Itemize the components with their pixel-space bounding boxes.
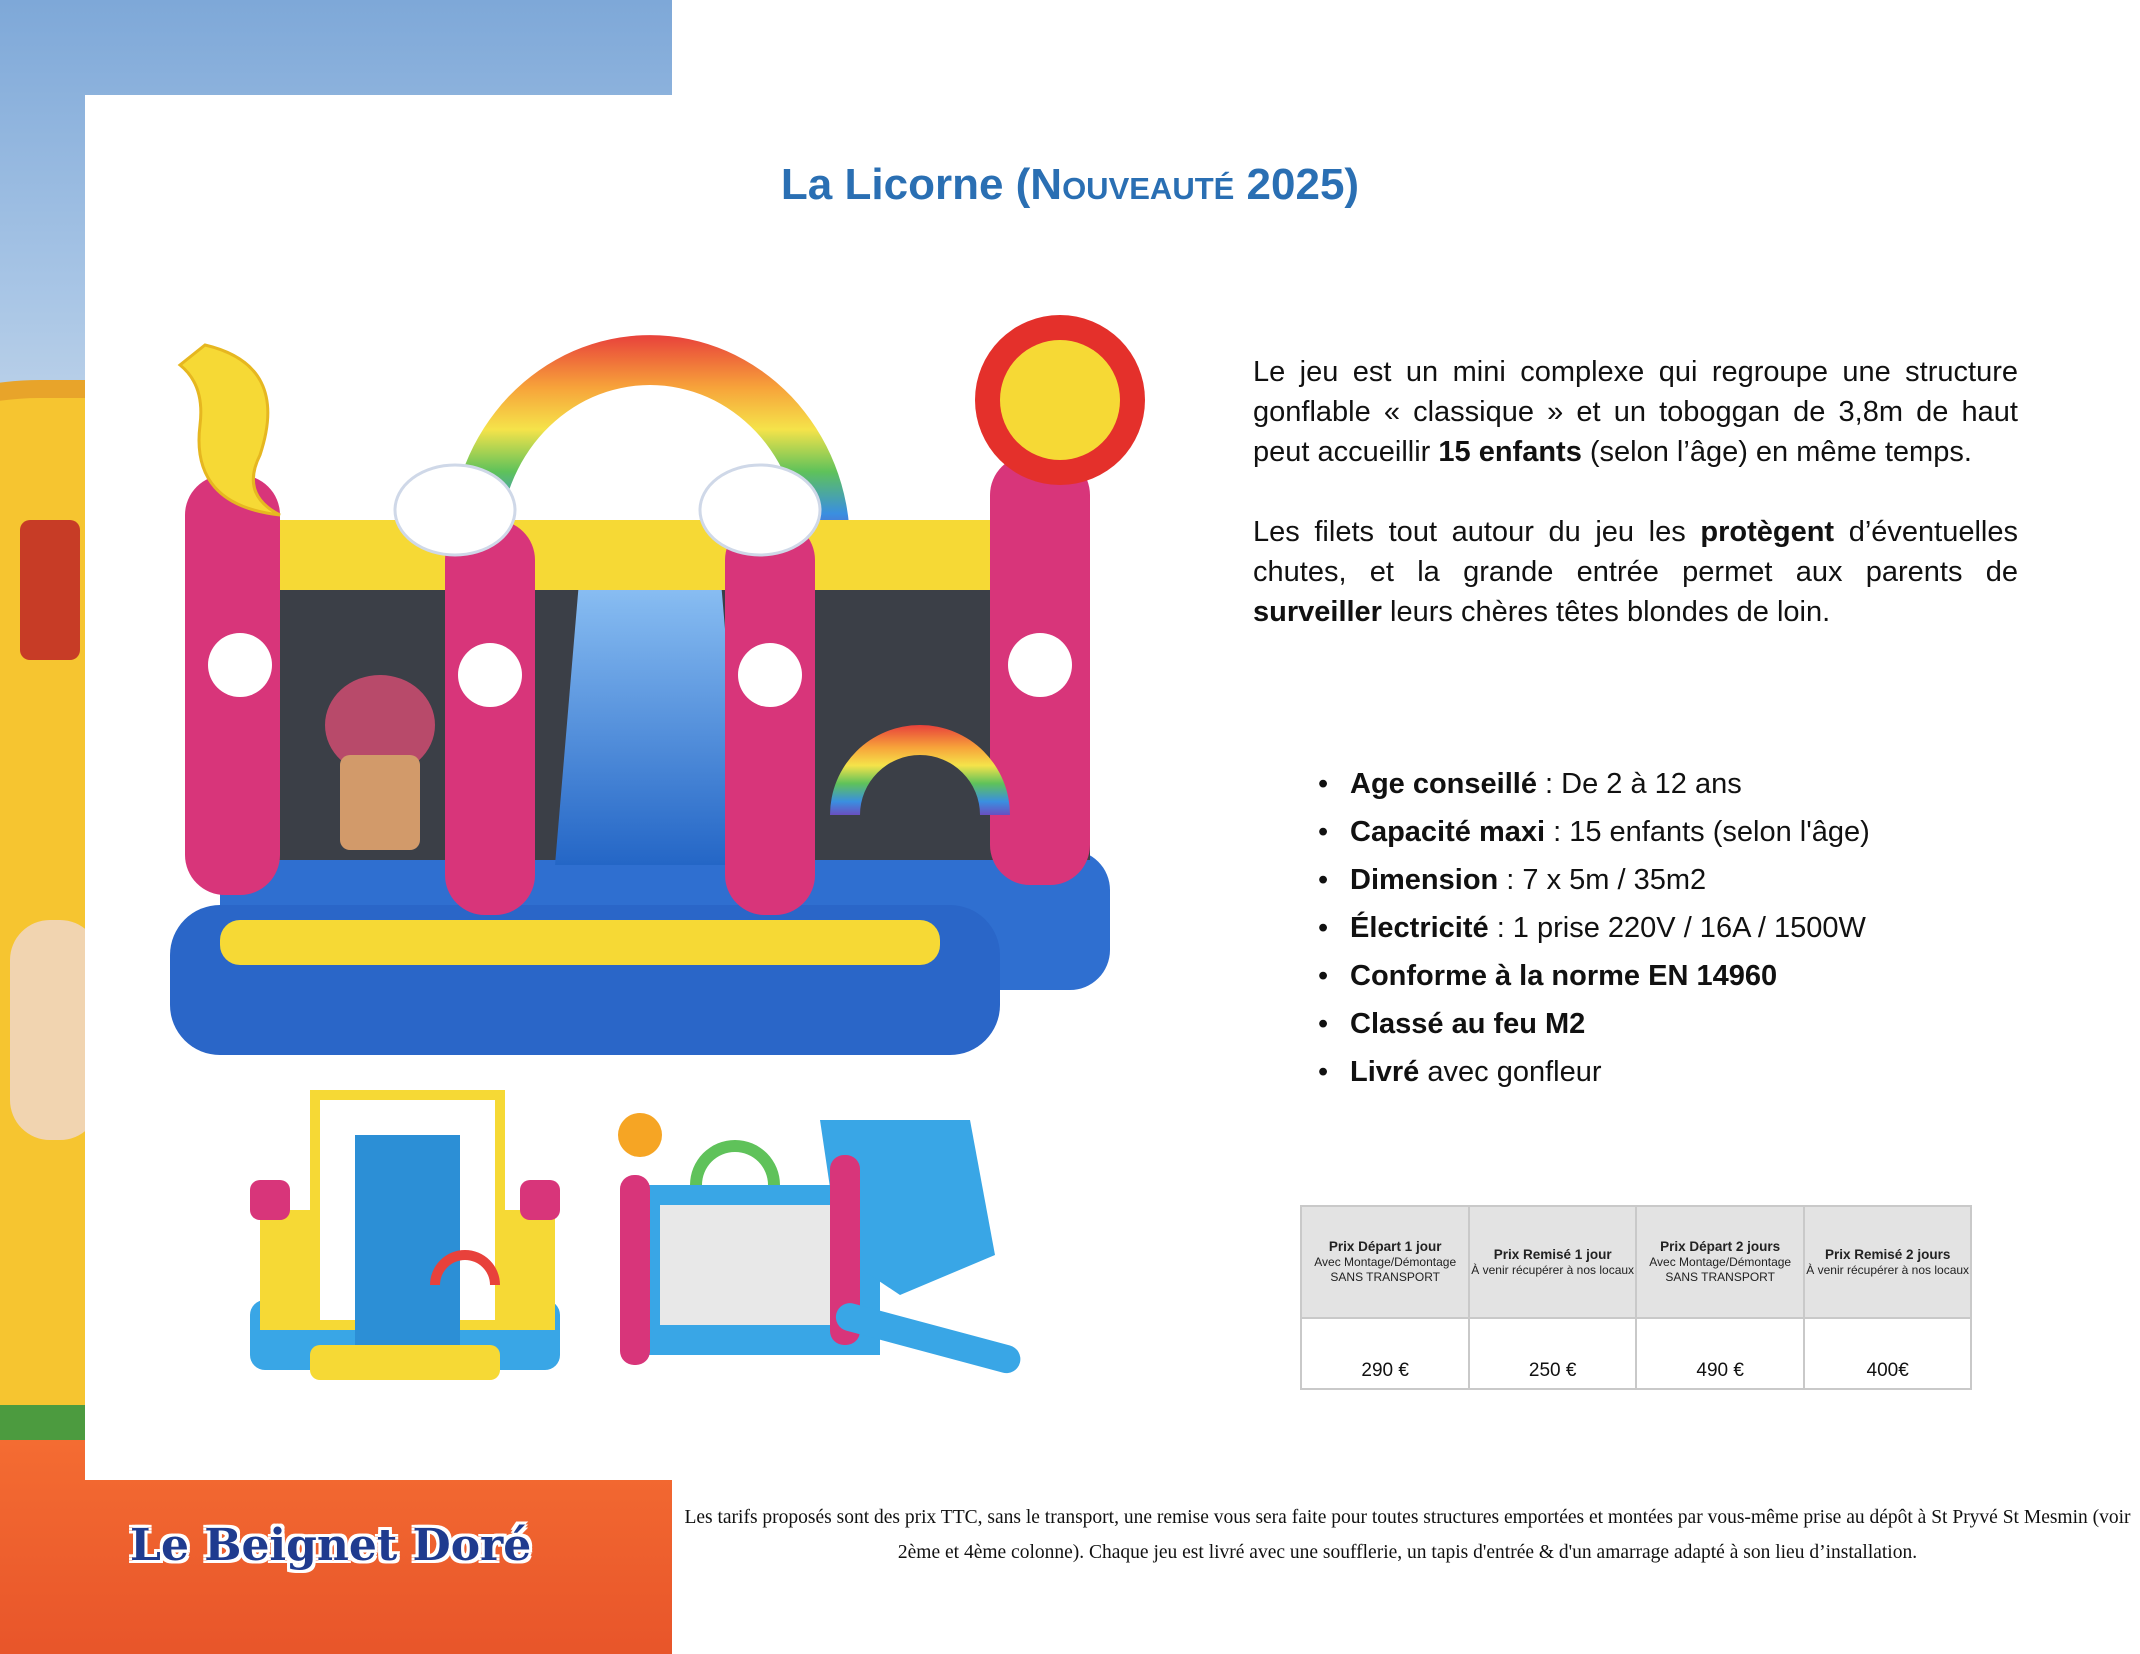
- price-header-cell: Prix Départ 1 jour Avec Montage/Démontage SANS TRANSPORT: [1301, 1206, 1469, 1318]
- unicorn-inflatable-image: [160, 305, 1150, 1065]
- price-cell: 250 €: [1469, 1318, 1636, 1389]
- spec-item: • Dimension : 7 x 5m / 35m2: [1318, 856, 2058, 904]
- spec-item: • Capacité maxi : 15 enfants (selon l'âge): [1318, 808, 2058, 856]
- price-header-cell: Prix Remisé 2 jours À venir récupérer à nos locaux: [1804, 1206, 1971, 1318]
- spec-item: • Age conseillé : De 2 à 12 ans: [1318, 760, 2058, 808]
- price-table: [1300, 1205, 1972, 1390]
- price-cell: 490 €: [1636, 1318, 1804, 1389]
- side-view-image: [600, 1095, 1040, 1385]
- front-view-image: [240, 1070, 570, 1390]
- price-header-cell: Prix Remisé 1 jour À venir récupérer à nos locaux: [1469, 1206, 1636, 1318]
- price-cell: 290 €: [1301, 1318, 1469, 1389]
- footer-note: Les tarifs proposés sont des prix TTC, sans le transport, une remise vous sera faite pour toutes structures emportées et montées par vous-même prise au dépôt à St Pryvé St Mesmin (voir 2ème et 4ème colonne). Chaque jeu est livré avec une soufflerie, un tapis d'entrée & d'un amarrage adapté à son lieu d’installation.: [684, 1507, 2131, 1563]
- price-header-cell: Prix Départ 2 jours Avec Montage/Démontage SANS TRANSPORT: [1636, 1206, 1804, 1318]
- price-cell: 400€: [1804, 1318, 1971, 1389]
- description: [1253, 352, 2018, 672]
- brand-logo: Le Beignet Doré: [130, 1520, 532, 1571]
- spec-item: • Conforme à la norme EN 14960: [1318, 952, 2058, 1000]
- spec-item: • Électricité : 1 prise 220V / 16A / 1500W: [1318, 904, 2058, 952]
- page-title: La Licorne (Nouveauté 2025): [780, 160, 1360, 209]
- description-paragraph-1: Le jeu est un mini complexe qui regroupe une structure gonflable « classique » et un toboggan de 3,8m de haut peut accueillir 15 enfants (selon l’âge) en même temps.: [1253, 356, 2018, 468]
- description-paragraph-2: Les filets tout autour du jeu les protègent d’éventuelles chutes, et la grande entrée permet aux parents de surveiller leurs chères têtes blondes de loin.: [1253, 516, 2018, 628]
- spec-item: • Livré avec gonfleur: [1318, 1048, 2058, 1096]
- spec-list: [1318, 760, 2058, 1096]
- spec-item: • Classé au feu M2: [1318, 1000, 2058, 1048]
